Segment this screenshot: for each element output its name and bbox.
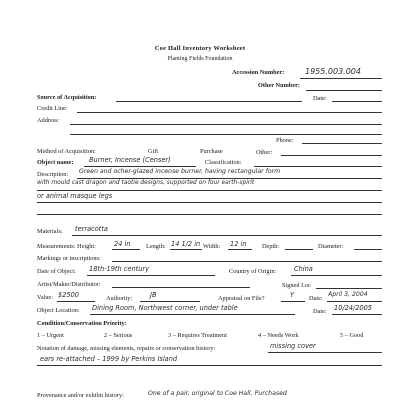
page-title: Coe Hall Inventory Worksheet <box>154 45 246 52</box>
source-date-label: Date: <box>313 95 327 102</box>
length-label: Length: <box>146 243 166 250</box>
length-line <box>170 249 202 250</box>
description-line-4 <box>37 214 382 215</box>
value-label: Value: <box>37 294 54 301</box>
width-label: Width: <box>203 243 221 250</box>
condition-heading: Condition/Conservation Priority: <box>37 320 127 327</box>
condition-option-3[interactable]: 3 – Requires Treatment <box>168 332 227 339</box>
classification-line[interactable] <box>254 166 382 167</box>
condition-option-2[interactable]: 2 – Serious <box>104 332 133 339</box>
notation-value-2[interactable]: ears re-attached – 1999 by Perkins Island <box>40 355 178 363</box>
depth-line[interactable] <box>285 249 313 250</box>
location-label: Object Location: <box>37 307 80 314</box>
artist-label: Artist/Maker/Distributor: <box>37 281 101 288</box>
source-label: Source of Acquisition: <box>37 94 97 101</box>
value-date-label: Date: <box>309 295 323 302</box>
location-date-label: Date: <box>313 308 327 315</box>
method-gift[interactable]: Gift <box>148 148 159 155</box>
notation-line-1 <box>268 352 382 353</box>
country-label: Country of Origin: <box>229 268 277 275</box>
authority-line <box>140 301 200 302</box>
value-value[interactable]: $2500 <box>58 291 79 299</box>
date-of-object-line <box>87 275 215 276</box>
appraisal-label: Appraisal on File? <box>218 295 265 302</box>
country-line <box>291 275 382 276</box>
description-line-2 <box>37 190 382 191</box>
measurements-label: Measurements: Height: <box>37 243 96 250</box>
address-line-2[interactable] <box>70 134 382 135</box>
provenance-value[interactable]: One of a pair, original to Coe Hall. Purchased <box>148 390 287 397</box>
other-number-label: Other Number: <box>258 82 301 89</box>
country-value[interactable]: China <box>294 265 313 273</box>
description-line-1 <box>77 178 382 179</box>
accession-line <box>300 78 382 79</box>
notation-line-2 <box>37 365 382 366</box>
location-date-line <box>332 314 382 315</box>
value-line <box>57 301 95 302</box>
value-date-value[interactable]: April 3, 2004 <box>328 291 368 298</box>
authority-value[interactable]: JB <box>150 291 157 299</box>
materials-value[interactable]: terracotta <box>75 225 108 233</box>
object-name-value[interactable]: Burner, Incense (Censer) <box>89 156 171 164</box>
materials-line <box>72 235 382 236</box>
signed-loc-label: Signed Loc <box>282 282 311 289</box>
location-line <box>90 314 295 315</box>
phone-line[interactable] <box>302 143 382 144</box>
source-line[interactable] <box>116 101 302 102</box>
description-text-3[interactable]: or animal masque legs <box>37 192 113 200</box>
signed-loc-line[interactable] <box>316 288 382 289</box>
height-value[interactable]: 24 in <box>114 240 131 248</box>
artist-line[interactable] <box>112 287 250 288</box>
method-purchase[interactable]: Purchase <box>200 148 223 155</box>
condition-option-1[interactable]: 1 – Urgent <box>37 332 64 339</box>
method-label: Method of Acquisition: <box>37 148 96 155</box>
source-date-line[interactable] <box>332 101 382 102</box>
markings-line[interactable] <box>112 261 382 262</box>
value-date-line <box>327 301 382 302</box>
appraisal-line <box>281 301 305 302</box>
accession-label: Accession Number: <box>232 69 285 76</box>
location-value[interactable]: Dining Room, Northwest corner, under table <box>92 304 238 312</box>
description-text-1[interactable]: Green and ocher-glazed incense burner, having rectangular form <box>79 168 281 175</box>
object-name-label: Object name: <box>37 159 74 166</box>
authority-label: Authority: <box>106 295 133 302</box>
height-line <box>112 249 140 250</box>
width-value[interactable]: 12 in <box>230 240 247 248</box>
diameter-line[interactable] <box>354 249 382 250</box>
condition-option-5[interactable]: 5 – Good <box>340 332 364 339</box>
method-other-label: Other: <box>256 149 273 156</box>
appraisal-value[interactable]: Y <box>290 291 295 299</box>
provenance-label: Provenance and/or exhibit history: <box>37 392 124 399</box>
accession-value[interactable]: 1955.003.004 <box>305 67 361 76</box>
notation-value-1[interactable]: missing cover <box>270 342 316 350</box>
page-subtitle: Planting Fields Foundation <box>167 56 233 62</box>
depth-label: Depth: <box>262 243 280 250</box>
location-date-value[interactable]: 10/24/2005 <box>334 304 373 312</box>
address-line-1[interactable] <box>70 124 382 125</box>
other-number-line[interactable] <box>306 90 382 91</box>
address-label: Address: <box>37 117 60 124</box>
credit-line-line[interactable] <box>77 112 382 113</box>
date-of-object-label: Date of Object: <box>37 268 76 275</box>
notation-label: Notation of damage, missing elements, repairs or conservation history: <box>37 345 216 352</box>
width-line <box>228 249 252 250</box>
credit-line-label: Credit Line: <box>37 105 68 112</box>
date-of-object-value[interactable]: 18th-19th century <box>89 265 150 273</box>
method-other-line[interactable] <box>281 155 382 156</box>
length-value[interactable]: 14 1/2 in <box>171 240 201 248</box>
object-name-line <box>84 166 196 167</box>
description-line-3 <box>37 202 382 203</box>
markings-label: Markings or inscriptions: <box>37 255 101 262</box>
classification-label: Classification: <box>205 159 242 166</box>
condition-option-4[interactable]: 4 – Needs Work <box>258 332 299 339</box>
description-label: Description: <box>37 171 69 178</box>
materials-label: Materials: <box>37 228 63 235</box>
phone-label: Phone: <box>276 137 294 144</box>
diameter-label: Diameter: <box>318 243 344 250</box>
description-text-2[interactable]: with mould cast dragon and taotie designs, supported on four earth-spirit <box>37 180 255 186</box>
